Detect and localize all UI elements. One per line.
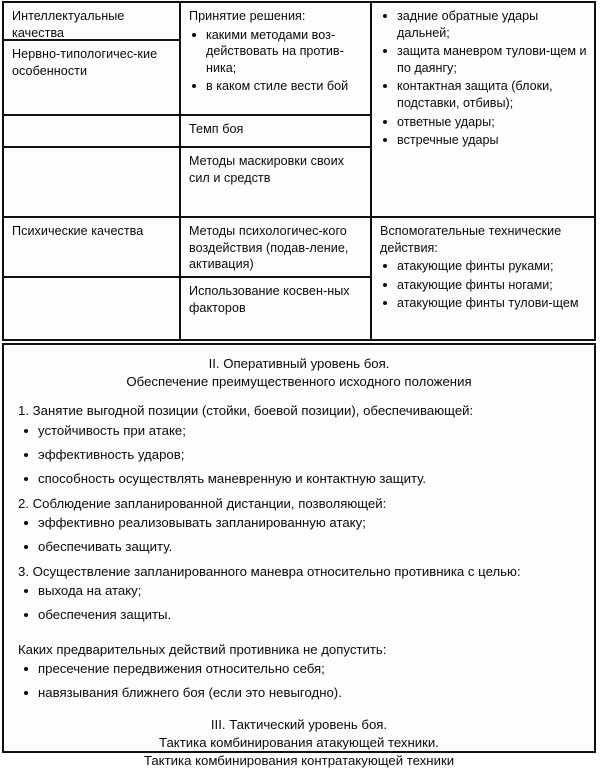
list-item <box>18 582 580 600</box>
list-item-text: встречные удары <box>397 133 499 148</box>
list-item <box>18 446 580 464</box>
numbered-item-1: 1. Занятие выгодной позиции (стойки, боевой позиции), обеспечивающей: <box>18 403 474 418</box>
list-item <box>380 132 587 149</box>
bullet-dot-icon <box>383 120 387 124</box>
table-column-techniques <box>372 3 594 339</box>
list-item-text: атакующие финты ногами; <box>397 277 553 292</box>
bullet-dot-icon <box>383 14 387 18</box>
list-item <box>380 295 587 312</box>
list-item <box>189 27 363 77</box>
list-item-text: устойчивость при атаке; <box>38 422 186 438</box>
cell-text: Использование косвен-ных факторов <box>189 284 350 315</box>
table-cell <box>181 216 370 276</box>
list-item-text: ответные удары; <box>397 114 495 129</box>
bullet-dot-icon <box>24 613 28 617</box>
table-cell-empty <box>4 276 179 339</box>
item-3-bullet-list <box>18 582 580 624</box>
list-item <box>18 470 580 488</box>
table-cell <box>181 146 370 216</box>
footer-heading-line-2: Тактика комбинирования атакующей техники. <box>159 734 439 750</box>
list-item-text: какими методами воз-действовать на против-ника; <box>206 27 344 75</box>
cell-lead-text: Вспомогательные технические действия: <box>380 224 562 255</box>
list-item-text: атакующие финты тулови-щем <box>397 296 579 311</box>
footer-heading-line-3: Тактика комбинирования контратакующей техники <box>143 752 455 768</box>
list-item <box>18 606 580 624</box>
table-cell <box>4 216 179 276</box>
list-item-text: эффективно реализовывать запланированную атаку; <box>38 514 366 530</box>
list-item-text: задние обратные удары дальней; <box>397 9 539 40</box>
footer-heading-block <box>18 716 580 770</box>
list-item-text: обеспечивать защиту. <box>38 538 173 554</box>
section-heading-line-2: Обеспечение преимущественного исходного положения <box>126 374 472 389</box>
list-item-text: способность осуществлять маневренную и контактную защиту. <box>38 470 427 486</box>
bullet-dot-icon <box>383 283 387 287</box>
cell-lead-text: Принятие решения: <box>189 9 306 23</box>
cell-text: Темп боя <box>189 122 244 136</box>
item-2-bullet-list <box>18 514 580 556</box>
bullet-dot-icon <box>24 589 28 593</box>
bullet-dot-icon <box>24 453 28 457</box>
list-item <box>189 78 363 95</box>
cell-text: Интеллектуальные качества <box>12 9 125 40</box>
list-item-text: защита маневром тулови-щем и по даянгу; <box>397 44 587 75</box>
list-item-text: контактная защита (блоки, подставки, отбивы); <box>397 79 553 110</box>
table-cell <box>372 216 594 339</box>
footer-heading-line-1: III. Тактический уровень боя. <box>210 716 388 732</box>
bullet-dot-icon <box>383 84 387 88</box>
bullet-dot-icon <box>383 264 387 268</box>
cell-text: Методы маскировки своих сил и средств <box>189 154 345 185</box>
table-cell <box>372 3 594 216</box>
numbered-item-3: 3. Осуществление запланированного маневра относительно противника с целью: <box>18 563 521 579</box>
question-line: Каких предварительных действий противника не допустить: <box>18 641 387 657</box>
bullet-dot-icon <box>383 49 387 53</box>
table-cell-empty <box>4 146 179 216</box>
cell-bullet-list <box>380 8 587 149</box>
list-item <box>380 258 587 275</box>
list-item <box>18 660 580 678</box>
list-item <box>18 538 580 556</box>
list-item <box>380 277 587 294</box>
cell-bullet-list <box>380 258 587 312</box>
list-item <box>18 422 580 440</box>
table-cell <box>181 114 370 146</box>
list-item <box>18 684 580 702</box>
question-bullet-list <box>18 660 580 702</box>
section-heading-line-1: II. Оперативный уровень боя. <box>208 356 390 371</box>
bullet-dot-icon <box>192 33 196 37</box>
bullet-dot-icon <box>24 545 28 549</box>
list-item <box>380 114 587 131</box>
bullet-dot-icon <box>24 429 28 433</box>
bullet-dot-icon <box>383 138 387 142</box>
item-1-bullet-list <box>18 422 580 488</box>
list-item <box>380 8 587 41</box>
table-cell <box>4 3 179 39</box>
operational-level-panel <box>2 343 596 768</box>
list-item <box>380 78 587 111</box>
table-cell <box>4 39 179 114</box>
table-column-methods <box>181 3 372 339</box>
capabilities-matrix-table <box>2 1 596 341</box>
cell-text: Нервно-типологичес-кие особенности <box>12 47 158 78</box>
list-item-text: обеспечения защиты. <box>38 606 172 622</box>
cell-text: Методы психологичес-кого воздействия (подав-ление, активация) <box>189 224 349 271</box>
cell-bullet-list <box>189 27 363 95</box>
list-item <box>380 43 587 76</box>
list-item-text: пресечение передвижения относительно себя; <box>38 660 325 676</box>
bullet-dot-icon <box>383 301 387 305</box>
list-item-text: атакующие финты руками; <box>397 259 554 273</box>
cell-text: Психические качества <box>12 224 144 238</box>
list-item <box>18 514 580 532</box>
list-item-text: навязывания ближнего боя (если это невыгодно). <box>38 684 342 700</box>
list-item-text: выхода на атаку; <box>38 582 142 598</box>
list-item-text: эффективность ударов; <box>38 446 185 462</box>
spacer <box>18 630 580 639</box>
table-cell <box>181 276 370 339</box>
table-cell <box>181 3 370 114</box>
bullet-dot-icon <box>24 521 28 525</box>
list-item-text: в каком стиле вести бой <box>206 79 349 94</box>
bullet-dot-icon <box>24 667 28 671</box>
bullet-dot-icon <box>192 84 196 88</box>
numbered-item-2: 2. Соблюдение запланированной дистанции, позволяющей: <box>18 495 387 511</box>
bullet-dot-icon <box>24 477 28 481</box>
table-cell-empty <box>4 114 179 146</box>
bullet-dot-icon <box>24 691 28 695</box>
table-column-qualities <box>4 3 181 339</box>
